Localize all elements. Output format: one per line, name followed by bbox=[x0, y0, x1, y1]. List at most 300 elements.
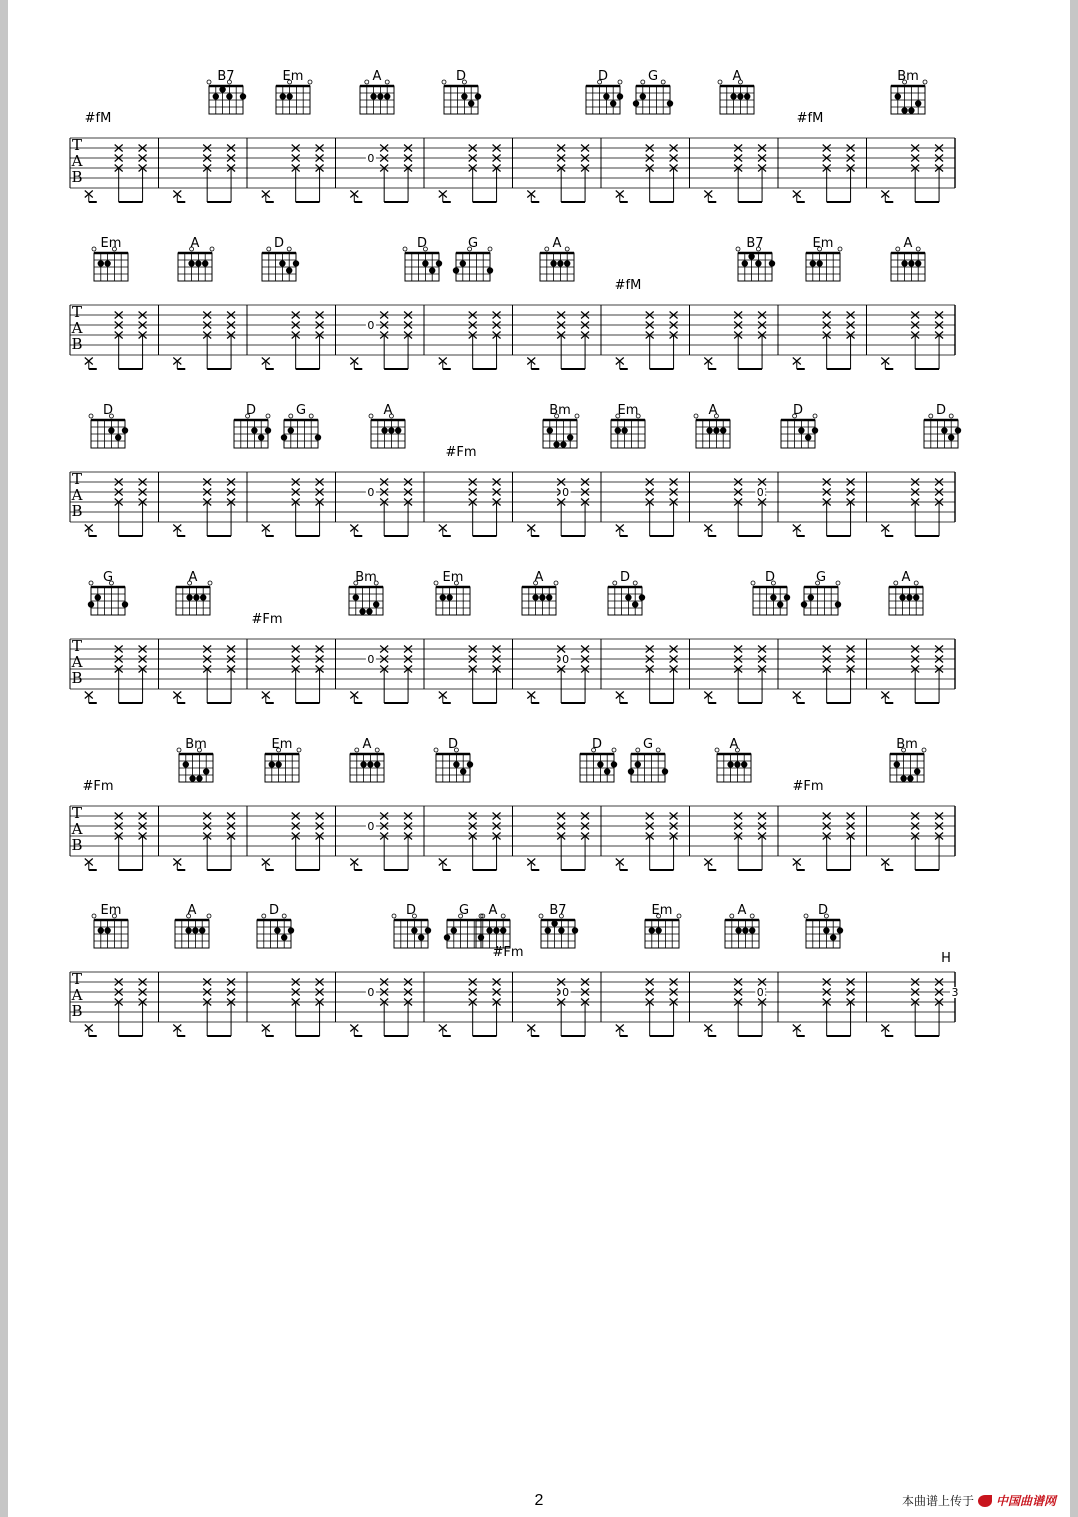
chord-name-d: D bbox=[597, 69, 609, 84]
open-string-marker bbox=[896, 247, 900, 251]
open-string-marker bbox=[403, 247, 407, 251]
open-string-marker bbox=[308, 80, 312, 84]
open-string-marker bbox=[751, 581, 755, 585]
chord-dot bbox=[195, 260, 201, 266]
chord-dot bbox=[500, 927, 506, 933]
chord-dot bbox=[744, 93, 750, 99]
chord-dot bbox=[713, 427, 719, 433]
fret-number: 0 bbox=[367, 319, 375, 332]
chord-dot bbox=[915, 260, 921, 266]
open-string-marker bbox=[392, 914, 396, 918]
chord-dot bbox=[487, 267, 493, 273]
chord-dot bbox=[900, 775, 906, 781]
fret-number: 0 bbox=[562, 653, 570, 666]
chord-dot bbox=[908, 107, 914, 113]
fret-number: 0 bbox=[756, 986, 764, 999]
open-string-marker bbox=[207, 80, 211, 84]
chord-name-b7: B7 bbox=[746, 236, 764, 251]
chord-dot bbox=[429, 267, 435, 273]
chord-dot bbox=[748, 253, 754, 259]
chord-dot bbox=[288, 927, 294, 933]
chord-name-d: D bbox=[447, 737, 459, 752]
section-marker: #Fm bbox=[792, 779, 824, 794]
chord-dot bbox=[640, 93, 646, 99]
chord-name-a: A bbox=[729, 737, 739, 752]
chord-dot bbox=[460, 260, 466, 266]
chord-dot bbox=[770, 594, 776, 600]
chord-dot bbox=[611, 761, 617, 767]
chord-dot bbox=[370, 93, 376, 99]
chord-dot bbox=[444, 934, 450, 940]
open-string-marker bbox=[633, 581, 637, 585]
chord-dot bbox=[816, 260, 822, 266]
chord-dot bbox=[553, 441, 559, 447]
chord-name-d: D bbox=[455, 69, 467, 84]
open-string-marker bbox=[375, 748, 379, 752]
chord-name-d: D bbox=[619, 570, 631, 585]
open-string-marker bbox=[677, 914, 681, 918]
tab-clef-letter: B bbox=[71, 836, 83, 854]
open-string-marker bbox=[488, 247, 492, 251]
chord-dot bbox=[547, 427, 553, 433]
chord-dot bbox=[835, 601, 841, 607]
open-string-marker bbox=[262, 914, 266, 918]
chord-name-d: D bbox=[764, 570, 776, 585]
chord-name-d: D bbox=[935, 403, 947, 418]
chord-dot bbox=[288, 427, 294, 433]
chord-dot bbox=[359, 608, 365, 614]
chord-dot bbox=[478, 934, 484, 940]
open-string-marker bbox=[922, 748, 926, 752]
chord-dot bbox=[200, 594, 206, 600]
chord-dot bbox=[122, 427, 128, 433]
open-string-marker bbox=[661, 80, 665, 84]
chord-dot bbox=[377, 93, 383, 99]
fret-number: 0 bbox=[562, 986, 570, 999]
chord-dot bbox=[274, 927, 280, 933]
chord-dot bbox=[286, 267, 292, 273]
open-string-marker bbox=[929, 414, 933, 418]
chord-dot bbox=[727, 761, 733, 767]
chord-dot bbox=[720, 427, 726, 433]
chord-dot bbox=[374, 761, 380, 767]
chord-dot bbox=[183, 761, 189, 767]
open-string-marker bbox=[656, 748, 660, 752]
chord-name-a: A bbox=[903, 236, 913, 251]
open-string-marker bbox=[836, 581, 840, 585]
chord-dot bbox=[219, 86, 225, 92]
chord-dot bbox=[742, 260, 748, 266]
chord-dot bbox=[213, 93, 219, 99]
fret-number: 0 bbox=[562, 486, 570, 499]
chord-dot bbox=[706, 427, 712, 433]
open-string-marker bbox=[266, 414, 270, 418]
chord-dot bbox=[610, 100, 616, 106]
chord-dot bbox=[901, 260, 907, 266]
open-string-marker bbox=[736, 247, 740, 251]
chord-dot bbox=[572, 927, 578, 933]
section-marker: #Fm bbox=[445, 445, 477, 460]
chord-name-em: Em bbox=[282, 69, 304, 84]
chord-dot bbox=[269, 761, 275, 767]
chord-dot bbox=[381, 427, 387, 433]
chord-name-g: G bbox=[647, 69, 659, 84]
chord-dot bbox=[251, 427, 257, 433]
chord-dot bbox=[894, 761, 900, 767]
chord-dot bbox=[203, 768, 209, 774]
chord-dot bbox=[735, 927, 741, 933]
open-string-marker bbox=[92, 914, 96, 918]
chord-name-bm: Bm bbox=[896, 737, 918, 752]
open-string-marker bbox=[539, 914, 543, 918]
chord-dot bbox=[286, 93, 292, 99]
chord-dot bbox=[186, 594, 192, 600]
chord-name-d: D bbox=[245, 403, 257, 418]
open-string-marker bbox=[730, 914, 734, 918]
open-string-marker bbox=[92, 247, 96, 251]
chord-dot bbox=[373, 601, 379, 607]
chord-dot bbox=[907, 775, 913, 781]
chord-dot bbox=[914, 768, 920, 774]
open-string-marker bbox=[501, 914, 505, 918]
section-marker: #Fm bbox=[251, 612, 283, 627]
tab-clef-letter: A bbox=[71, 152, 83, 170]
chord-dot bbox=[649, 927, 655, 933]
chord-dot bbox=[908, 260, 914, 266]
chord-dot bbox=[808, 594, 814, 600]
chord-dot bbox=[955, 427, 961, 433]
chord-dot bbox=[560, 441, 566, 447]
chord-dot bbox=[906, 594, 912, 600]
open-string-marker bbox=[718, 80, 722, 84]
chord-dot bbox=[603, 93, 609, 99]
open-string-marker bbox=[365, 80, 369, 84]
chord-name-b7: B7 bbox=[217, 69, 235, 84]
open-string-marker bbox=[613, 581, 617, 585]
chord-dot bbox=[823, 927, 829, 933]
chord-dot bbox=[550, 260, 556, 266]
chord-dot bbox=[769, 260, 775, 266]
chord-dot bbox=[315, 434, 321, 440]
chord-dot bbox=[667, 100, 673, 106]
open-string-marker bbox=[554, 581, 558, 585]
chord-dot bbox=[279, 260, 285, 266]
open-string-marker bbox=[545, 247, 549, 251]
chord-name-d: D bbox=[817, 903, 829, 918]
chord-dot bbox=[798, 427, 804, 433]
chord-dot bbox=[451, 927, 457, 933]
chord-dot bbox=[741, 761, 747, 767]
chord-name-a: A bbox=[901, 570, 911, 585]
chord-dot bbox=[837, 927, 843, 933]
chord-name-d: D bbox=[102, 403, 114, 418]
section-marker: H bbox=[941, 951, 951, 966]
chord-dot bbox=[196, 775, 202, 781]
chord-dot bbox=[185, 927, 191, 933]
chord-dot bbox=[265, 427, 271, 433]
chord-name-a: A bbox=[188, 570, 198, 585]
open-string-marker bbox=[309, 414, 313, 418]
chord-dot bbox=[755, 260, 761, 266]
chord-name-g: G bbox=[102, 570, 114, 585]
chord-name-em: Em bbox=[271, 737, 293, 752]
chord-dot bbox=[830, 934, 836, 940]
open-string-marker bbox=[694, 414, 698, 418]
chord-dot bbox=[192, 927, 198, 933]
chord-name-g: G bbox=[295, 403, 307, 418]
chord-dot bbox=[734, 761, 740, 767]
chord-dot bbox=[189, 775, 195, 781]
chord-name-a: A bbox=[488, 903, 498, 918]
chord-dot bbox=[628, 768, 634, 774]
open-string-marker bbox=[636, 748, 640, 752]
chord-name-d: D bbox=[792, 403, 804, 418]
chord-dot bbox=[567, 434, 573, 440]
tab-clef-letter: A bbox=[71, 319, 83, 337]
chord-name-a: A bbox=[372, 69, 382, 84]
open-string-marker bbox=[442, 80, 446, 84]
chord-dot bbox=[546, 594, 552, 600]
tab-clef-letter: T bbox=[71, 970, 83, 988]
chord-dot bbox=[901, 107, 907, 113]
site-logo-icon bbox=[978, 1495, 992, 1507]
chord-name-em: Em bbox=[812, 236, 834, 251]
score-page bbox=[8, 0, 1070, 1517]
open-string-marker bbox=[207, 914, 211, 918]
chord-dot bbox=[810, 260, 816, 266]
chord-name-a: A bbox=[383, 403, 393, 418]
section-marker: #fM bbox=[796, 111, 824, 126]
open-string-marker bbox=[750, 914, 754, 918]
chord-dot bbox=[108, 427, 114, 433]
fret-number: 0 bbox=[367, 152, 375, 165]
chord-dot bbox=[632, 601, 638, 607]
chord-dot bbox=[615, 427, 621, 433]
open-string-marker bbox=[434, 748, 438, 752]
chord-name-em: Em bbox=[651, 903, 673, 918]
chord-dot bbox=[475, 93, 481, 99]
chord-name-a: A bbox=[732, 69, 742, 84]
chord-dot bbox=[486, 927, 492, 933]
chord-dot bbox=[558, 927, 564, 933]
chord-dot bbox=[98, 927, 104, 933]
chord-name-g: G bbox=[467, 236, 479, 251]
tab-clef-letter: B bbox=[71, 1002, 83, 1020]
tablature-score bbox=[8, 0, 1070, 1480]
chord-dot bbox=[388, 427, 394, 433]
chord-dot bbox=[639, 594, 645, 600]
chord-dot bbox=[539, 594, 545, 600]
chord-dot bbox=[461, 93, 467, 99]
chord-name-a: A bbox=[190, 236, 200, 251]
chord-dot bbox=[749, 927, 755, 933]
upload-credit bbox=[902, 1492, 1056, 1509]
chord-name-a: A bbox=[534, 570, 544, 585]
chord-dot bbox=[635, 761, 641, 767]
open-string-marker bbox=[282, 914, 286, 918]
chord-name-a: A bbox=[552, 236, 562, 251]
tab-clef-letter: T bbox=[71, 136, 83, 154]
chord-dot bbox=[95, 594, 101, 600]
chord-name-em: Em bbox=[100, 903, 122, 918]
chord-dot bbox=[453, 761, 459, 767]
open-string-marker bbox=[804, 914, 808, 918]
chord-name-d: D bbox=[268, 903, 280, 918]
open-string-marker bbox=[297, 748, 301, 752]
chord-dot bbox=[360, 761, 366, 767]
chord-dot bbox=[625, 594, 631, 600]
open-string-marker bbox=[575, 414, 579, 418]
chord-dot bbox=[460, 768, 466, 774]
chord-name-a: A bbox=[362, 737, 372, 752]
chord-dot bbox=[240, 93, 246, 99]
chord-dot bbox=[941, 427, 947, 433]
chord-dot bbox=[545, 927, 551, 933]
open-string-marker bbox=[894, 581, 898, 585]
chord-dot bbox=[422, 260, 428, 266]
chord-dot bbox=[199, 927, 205, 933]
fret-number: 0 bbox=[756, 486, 764, 499]
section-marker: #Fm bbox=[492, 945, 524, 960]
fret-number: 0 bbox=[367, 486, 375, 499]
chord-dot bbox=[899, 594, 905, 600]
chord-dot bbox=[742, 927, 748, 933]
chord-dot bbox=[532, 594, 538, 600]
chord-dot bbox=[122, 601, 128, 607]
chord-name-b7: B7 bbox=[549, 903, 567, 918]
chord-dot bbox=[98, 260, 104, 266]
fret-number: 0 bbox=[367, 653, 375, 666]
chord-dot bbox=[411, 927, 417, 933]
chord-dot bbox=[617, 93, 623, 99]
chord-dot bbox=[662, 768, 668, 774]
chord-dot bbox=[895, 93, 901, 99]
chord-dot bbox=[418, 934, 424, 940]
fret-number: 0 bbox=[367, 986, 375, 999]
chord-dot bbox=[812, 427, 818, 433]
chord-dot bbox=[258, 434, 264, 440]
open-string-marker bbox=[949, 414, 953, 418]
tab-clef-letter: A bbox=[71, 653, 83, 671]
chord-name-em: Em bbox=[442, 570, 464, 585]
open-string-marker bbox=[369, 414, 373, 418]
open-string-marker bbox=[838, 247, 842, 251]
chord-dot bbox=[801, 601, 807, 607]
tab-clef-letter: T bbox=[71, 637, 83, 655]
chord-dot bbox=[293, 260, 299, 266]
chord-dot bbox=[202, 260, 208, 266]
chord-name-em: Em bbox=[617, 403, 639, 418]
page-number: 2 bbox=[534, 1492, 544, 1509]
chord-name-d: D bbox=[273, 236, 285, 251]
chord-dot bbox=[730, 93, 736, 99]
chord-name-d: D bbox=[416, 236, 428, 251]
chord-name-a: A bbox=[737, 903, 747, 918]
open-string-marker bbox=[385, 80, 389, 84]
chord-dot bbox=[737, 93, 743, 99]
chord-dot bbox=[436, 260, 442, 266]
fret-number: 0 bbox=[367, 820, 375, 833]
section-marker: #Fm bbox=[82, 779, 114, 794]
tab-clef-letter: B bbox=[71, 168, 83, 186]
chord-dot bbox=[446, 594, 452, 600]
chord-dot bbox=[226, 93, 232, 99]
chord-dot bbox=[353, 594, 359, 600]
chord-dot bbox=[467, 761, 473, 767]
section-marker: #fM bbox=[84, 111, 112, 126]
chord-dot bbox=[564, 260, 570, 266]
chord-name-bm: Bm bbox=[355, 570, 377, 585]
chord-dot bbox=[915, 100, 921, 106]
tab-clef-letter: A bbox=[71, 486, 83, 504]
tab-clef-letter: A bbox=[71, 820, 83, 838]
chord-dot bbox=[425, 927, 431, 933]
tab-clef-letter: T bbox=[71, 804, 83, 822]
open-string-marker bbox=[612, 748, 616, 752]
chord-dot bbox=[88, 601, 94, 607]
chord-dot bbox=[366, 608, 372, 614]
chord-dot bbox=[913, 594, 919, 600]
chord-name-d: D bbox=[591, 737, 603, 752]
tab-clef-letter: T bbox=[71, 470, 83, 488]
chord-name-em: Em bbox=[100, 236, 122, 251]
chord-dot bbox=[281, 934, 287, 940]
chord-dot bbox=[604, 768, 610, 774]
chord-dot bbox=[948, 434, 954, 440]
chord-dot bbox=[805, 434, 811, 440]
open-string-marker bbox=[715, 748, 719, 752]
chord-dot bbox=[188, 260, 194, 266]
chord-dot bbox=[115, 434, 121, 440]
chord-name-a: A bbox=[708, 403, 718, 418]
chord-dot bbox=[104, 927, 110, 933]
chord-dot bbox=[367, 761, 373, 767]
chord-dot bbox=[275, 761, 281, 767]
chord-name-bm: Bm bbox=[897, 69, 919, 84]
open-string-marker bbox=[89, 581, 93, 585]
open-string-marker bbox=[210, 247, 214, 251]
tab-clef-letter: B bbox=[71, 669, 83, 687]
open-string-marker bbox=[287, 247, 291, 251]
open-string-marker bbox=[267, 247, 271, 251]
chord-dot bbox=[621, 427, 627, 433]
tab-clef-letter: B bbox=[71, 502, 83, 520]
open-string-marker bbox=[813, 414, 817, 418]
tab-clef-letter: T bbox=[71, 303, 83, 321]
open-string-marker bbox=[177, 748, 181, 752]
tab-clef-letter: A bbox=[71, 986, 83, 1004]
chord-name-g: G bbox=[642, 737, 654, 752]
chord-dot bbox=[655, 927, 661, 933]
chord-dot bbox=[281, 434, 287, 440]
chord-dot bbox=[453, 267, 459, 273]
open-string-marker bbox=[618, 80, 622, 84]
site-name: 中国曲谱网 bbox=[995, 1494, 1056, 1508]
open-string-marker bbox=[434, 581, 438, 585]
chord-name-g: G bbox=[458, 903, 470, 918]
chord-dot bbox=[551, 920, 557, 926]
chord-name-d: D bbox=[405, 903, 417, 918]
open-string-marker bbox=[914, 581, 918, 585]
chord-dot bbox=[440, 594, 446, 600]
chord-name-bm: Bm bbox=[549, 403, 571, 418]
open-string-marker bbox=[923, 80, 927, 84]
open-string-marker bbox=[208, 581, 212, 585]
chord-name-bm: Bm bbox=[185, 737, 207, 752]
upload-credit-label: 本曲谱上传于 bbox=[901, 1494, 974, 1508]
chord-dot bbox=[633, 100, 639, 106]
fret-number: 3 bbox=[951, 986, 959, 999]
